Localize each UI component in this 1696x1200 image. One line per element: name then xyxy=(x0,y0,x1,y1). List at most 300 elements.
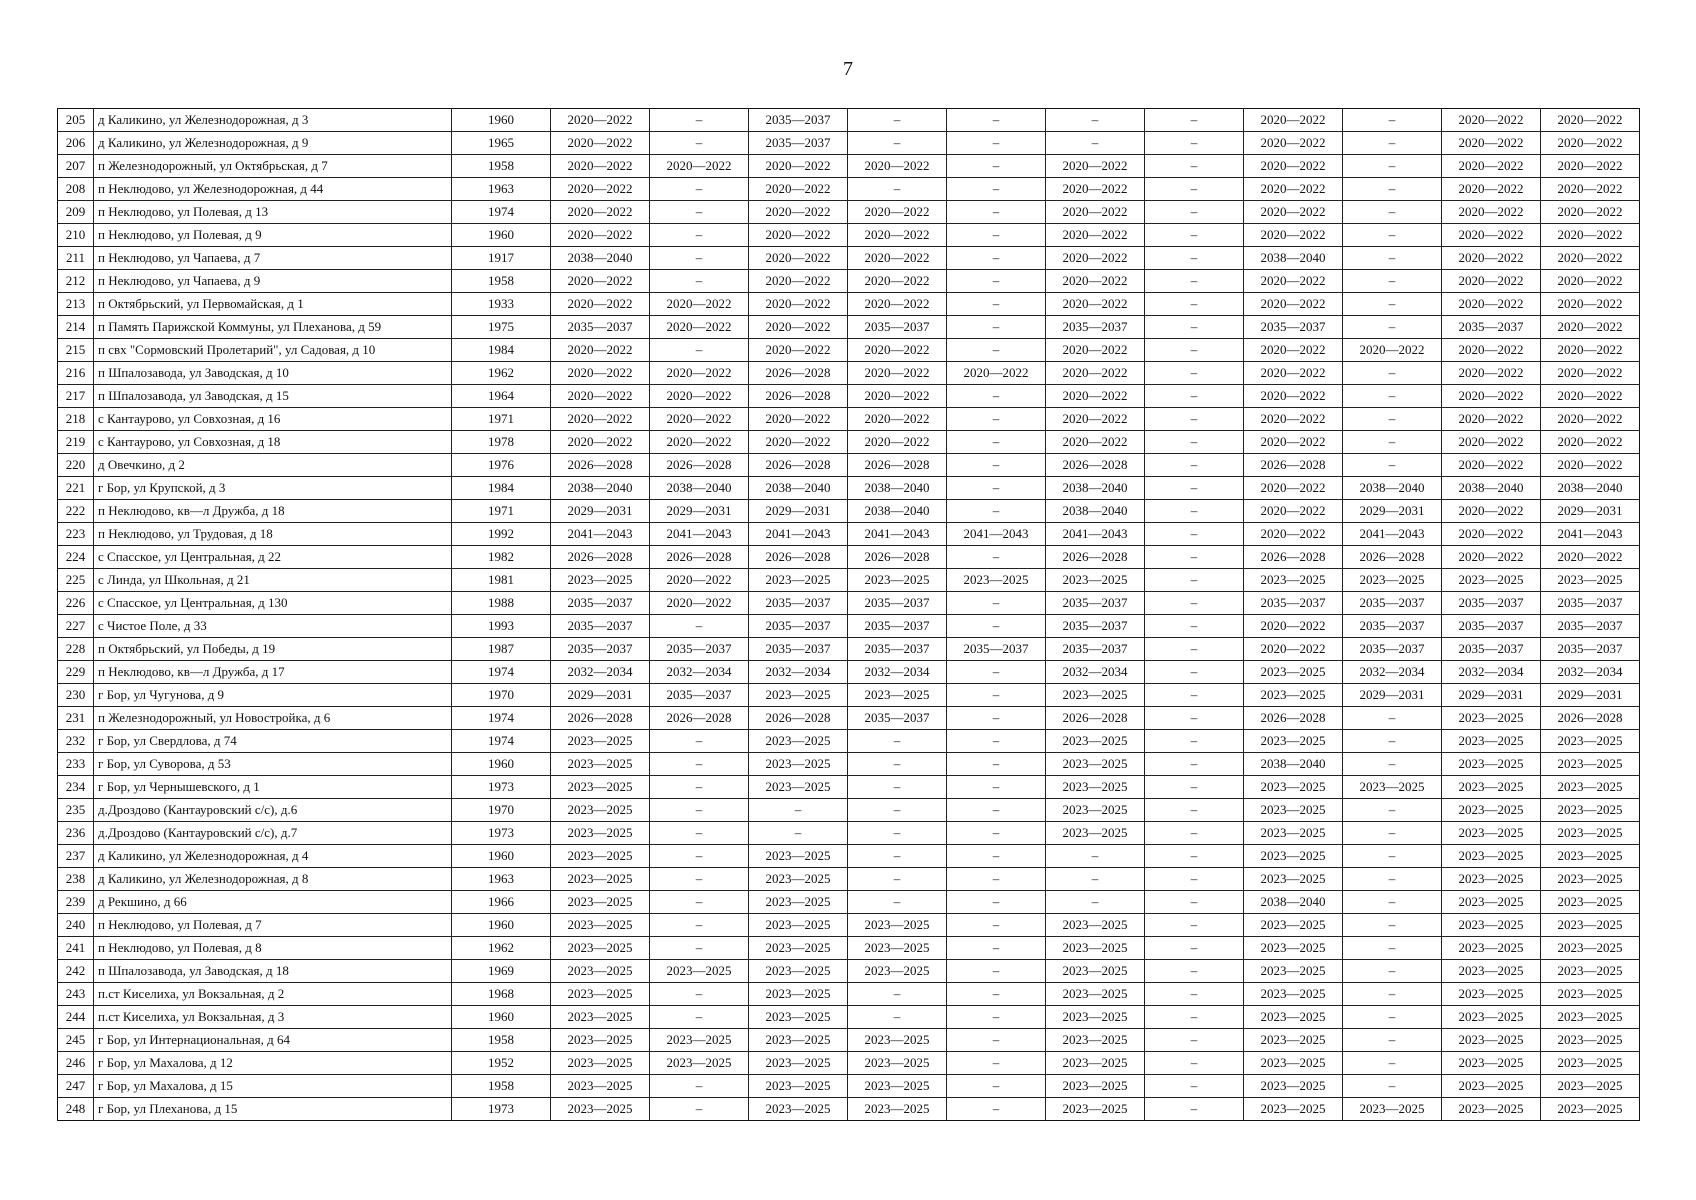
repair-period-cell: 2023—2025 xyxy=(551,776,650,799)
repair-period-cell: 2023—2025 xyxy=(1046,799,1145,822)
repair-period-cell: 2026—2028 xyxy=(1244,707,1343,730)
table-row xyxy=(58,431,1640,454)
table-row xyxy=(58,868,1640,891)
repair-period-cell: 2020—2022 xyxy=(749,293,848,316)
repair-period-cell: 2035—2037 xyxy=(848,615,947,638)
repair-period-cell: 2020—2022 xyxy=(1046,362,1145,385)
address-cell: г Бор, ул Махалова, д 15 xyxy=(94,1075,452,1098)
repair-period-cell: – xyxy=(1145,523,1244,546)
repair-period-cell: 2020—2022 xyxy=(1541,454,1640,477)
year-built-cell: 1952 xyxy=(452,1052,551,1075)
repair-period-cell: 2026—2028 xyxy=(650,454,749,477)
repair-period-cell: 2020—2022 xyxy=(749,408,848,431)
repair-period-cell: 2035—2037 xyxy=(1541,592,1640,615)
repair-period-cell: 2020—2022 xyxy=(1046,270,1145,293)
repair-period-cell: 2020—2022 xyxy=(551,201,650,224)
repair-period-cell: 2023—2025 xyxy=(848,1052,947,1075)
address-cell: п Неклюдово, ул Чапаева, д 7 xyxy=(94,247,452,270)
address-cell: с Кантаурово, ул Совхозная, д 16 xyxy=(94,408,452,431)
repair-period-cell: – xyxy=(947,914,1046,937)
repair-period-cell: 2023—2025 xyxy=(749,569,848,592)
repair-period-cell: 2035—2037 xyxy=(1046,638,1145,661)
repair-period-cell: 2026—2028 xyxy=(848,454,947,477)
repair-period-cell: 2020—2022 xyxy=(650,316,749,339)
table-row xyxy=(58,1006,1640,1029)
table-row xyxy=(58,408,1640,431)
repair-period-cell: – xyxy=(1343,316,1442,339)
repair-period-cell: 2035—2037 xyxy=(749,109,848,132)
year-built-cell: 1966 xyxy=(452,891,551,914)
repair-period-cell: 2020—2022 xyxy=(1046,431,1145,454)
repair-period-cell: 2020—2022 xyxy=(551,293,650,316)
repair-period-cell: – xyxy=(1145,914,1244,937)
repair-period-cell: 2023—2025 xyxy=(551,1052,650,1075)
repair-period-cell: 2020—2022 xyxy=(1442,546,1541,569)
repair-period-cell: 2026—2028 xyxy=(749,454,848,477)
table-row xyxy=(58,339,1640,362)
repair-period-cell: – xyxy=(749,799,848,822)
address-cell: д Каликино, ул Железнодорожная, д 3 xyxy=(94,109,452,132)
repair-period-cell: – xyxy=(1343,201,1442,224)
repair-period-cell: 2035—2037 xyxy=(848,316,947,339)
repair-period-cell: 2023—2025 xyxy=(1244,684,1343,707)
row-number-cell: 211 xyxy=(58,247,94,270)
repair-period-cell: 2023—2025 xyxy=(1046,569,1145,592)
repair-period-cell: 2023—2025 xyxy=(551,891,650,914)
year-built-cell: 1973 xyxy=(452,776,551,799)
repair-period-cell: – xyxy=(947,1006,1046,1029)
repair-period-cell: 2035—2037 xyxy=(1046,592,1145,615)
table-row xyxy=(58,155,1640,178)
repair-period-cell: – xyxy=(1046,845,1145,868)
row-number-cell: 229 xyxy=(58,661,94,684)
repair-period-cell: 2023—2025 xyxy=(1343,1098,1442,1121)
repair-period-cell: – xyxy=(650,178,749,201)
repair-period-cell: 2038—2040 xyxy=(1244,753,1343,776)
repair-period-cell: 2020—2022 xyxy=(1343,339,1442,362)
repair-period-cell: – xyxy=(1145,247,1244,270)
repair-period-cell: – xyxy=(650,224,749,247)
repair-period-cell: – xyxy=(1145,822,1244,845)
table-row xyxy=(58,891,1640,914)
repair-period-cell: – xyxy=(1046,891,1145,914)
address-cell: п Шпалозавода, ул Заводская, д 18 xyxy=(94,960,452,983)
repair-period-cell: 2035—2037 xyxy=(650,638,749,661)
address-cell: г Бор, ул Интернациональная, д 64 xyxy=(94,1029,452,1052)
year-built-cell: 1974 xyxy=(452,201,551,224)
year-built-cell: 1970 xyxy=(452,799,551,822)
address-cell: д Овечкино, д 2 xyxy=(94,454,452,477)
repair-period-cell: – xyxy=(650,1098,749,1121)
repair-period-cell: – xyxy=(947,753,1046,776)
year-built-cell: 1984 xyxy=(452,477,551,500)
repair-period-cell: 2032—2034 xyxy=(1343,661,1442,684)
repair-period-cell: 2035—2037 xyxy=(1541,638,1640,661)
repair-period-cell: 2026—2028 xyxy=(1046,707,1145,730)
repair-period-cell: 2020—2022 xyxy=(1442,408,1541,431)
address-cell: п Железнодорожный, ул Октябрьская, д 7 xyxy=(94,155,452,178)
repair-period-cell: 2035—2037 xyxy=(1442,592,1541,615)
repair-period-cell: 2026—2028 xyxy=(749,707,848,730)
repair-period-cell: 2020—2022 xyxy=(1046,155,1145,178)
repair-period-cell: – xyxy=(650,270,749,293)
repair-period-cell: 2020—2022 xyxy=(1244,178,1343,201)
address-cell: д.Дроздово (Кантауровский с/с), д.7 xyxy=(94,822,452,845)
repair-period-cell: 2023—2025 xyxy=(848,914,947,937)
repair-period-cell: 2023—2025 xyxy=(1442,730,1541,753)
repair-period-cell: – xyxy=(1145,960,1244,983)
repair-period-cell: 2026—2028 xyxy=(551,454,650,477)
repair-period-cell: 2023—2025 xyxy=(848,1075,947,1098)
table-row xyxy=(58,661,1640,684)
row-number-cell: 245 xyxy=(58,1029,94,1052)
repair-period-cell: – xyxy=(1145,845,1244,868)
repair-period-cell: 2023—2025 xyxy=(1541,937,1640,960)
repair-period-cell: – xyxy=(1343,132,1442,155)
year-built-cell: 1976 xyxy=(452,454,551,477)
repair-period-cell: – xyxy=(1145,799,1244,822)
repair-period-cell: – xyxy=(1145,753,1244,776)
repair-period-cell: – xyxy=(848,776,947,799)
repair-period-cell: 2023—2025 xyxy=(749,776,848,799)
table-row xyxy=(58,178,1640,201)
repair-period-cell: – xyxy=(1145,1098,1244,1121)
repair-period-cell: 2020—2022 xyxy=(848,362,947,385)
repair-period-cell: 2023—2025 xyxy=(1244,799,1343,822)
year-built-cell: 1973 xyxy=(452,822,551,845)
table-row xyxy=(58,362,1640,385)
repair-period-cell: – xyxy=(848,799,947,822)
repair-period-cell: – xyxy=(848,132,947,155)
repair-period-cell: 2023—2025 xyxy=(1244,730,1343,753)
table-body xyxy=(58,109,1640,1121)
repair-period-cell: 2023—2025 xyxy=(1244,845,1343,868)
year-built-cell: 1981 xyxy=(452,569,551,592)
repair-period-cell: 2023—2025 xyxy=(551,822,650,845)
repair-period-cell: 2038—2040 xyxy=(848,477,947,500)
row-number-cell: 223 xyxy=(58,523,94,546)
repair-period-cell: – xyxy=(1145,500,1244,523)
repair-period-cell: – xyxy=(947,201,1046,224)
repair-period-cell: 2020—2022 xyxy=(1442,454,1541,477)
repair-period-cell: 2023—2025 xyxy=(650,1052,749,1075)
address-cell: п Шпалозавода, ул Заводская, д 15 xyxy=(94,385,452,408)
address-cell: п Неклюдово, ул Железнодорожная, д 44 xyxy=(94,178,452,201)
repair-period-cell: 2038—2040 xyxy=(551,247,650,270)
row-number-cell: 230 xyxy=(58,684,94,707)
repair-period-cell: 2020—2022 xyxy=(551,385,650,408)
repair-period-cell: 2023—2025 xyxy=(848,937,947,960)
repair-period-cell: 2038—2040 xyxy=(1244,891,1343,914)
table-row xyxy=(58,201,1640,224)
repair-period-cell: 2032—2034 xyxy=(848,661,947,684)
repair-period-cell: 2020—2022 xyxy=(1541,431,1640,454)
repair-period-cell: 2020—2022 xyxy=(1541,270,1640,293)
repair-period-cell: 2020—2022 xyxy=(551,109,650,132)
year-built-cell: 1960 xyxy=(452,914,551,937)
row-number-cell: 242 xyxy=(58,960,94,983)
repair-period-cell: 2020—2022 xyxy=(551,408,650,431)
repair-period-cell: 2020—2022 xyxy=(1541,408,1640,431)
repair-period-cell: 2020—2022 xyxy=(551,339,650,362)
page-number: 7 xyxy=(843,58,853,80)
repair-period-cell: 2020—2022 xyxy=(1442,132,1541,155)
repair-period-cell: 2023—2025 xyxy=(1442,753,1541,776)
repair-period-cell: – xyxy=(947,454,1046,477)
repair-period-cell: 2029—2031 xyxy=(1541,684,1640,707)
repair-period-cell: 2023—2025 xyxy=(749,1029,848,1052)
table-row xyxy=(58,1052,1640,1075)
repair-period-cell: – xyxy=(1145,776,1244,799)
repair-period-cell: 2023—2025 xyxy=(749,937,848,960)
table-row xyxy=(58,960,1640,983)
repair-period-cell: 2023—2025 xyxy=(1442,960,1541,983)
repair-period-cell: 2023—2025 xyxy=(749,1006,848,1029)
repair-period-cell: 2041—2043 xyxy=(848,523,947,546)
repair-period-cell: – xyxy=(1145,730,1244,753)
address-cell: д Каликино, ул Железнодорожная, д 8 xyxy=(94,868,452,891)
repair-period-cell: – xyxy=(1145,1006,1244,1029)
year-built-cell: 1960 xyxy=(452,753,551,776)
repair-period-cell: 2020—2022 xyxy=(1244,638,1343,661)
repair-period-cell: – xyxy=(1145,477,1244,500)
repair-period-cell: 2035—2037 xyxy=(947,638,1046,661)
table-row xyxy=(58,1029,1640,1052)
table-row xyxy=(58,914,1640,937)
repair-period-cell: – xyxy=(947,730,1046,753)
repair-period-cell: 2023—2025 xyxy=(1541,983,1640,1006)
repair-period-cell: 2035—2037 xyxy=(650,684,749,707)
address-cell: п Неклюдово, ул Полевая, д 7 xyxy=(94,914,452,937)
table-row xyxy=(58,1098,1640,1121)
repair-period-cell: 2020—2022 xyxy=(1541,362,1640,385)
year-built-cell: 1975 xyxy=(452,316,551,339)
repair-period-cell: – xyxy=(1145,270,1244,293)
table-row xyxy=(58,270,1640,293)
repair-period-cell: – xyxy=(650,339,749,362)
repair-period-cell: 2035—2037 xyxy=(749,592,848,615)
repair-period-cell: – xyxy=(1145,339,1244,362)
row-number-cell: 220 xyxy=(58,454,94,477)
repair-period-cell: 2023—2025 xyxy=(551,914,650,937)
repair-period-cell: 2023—2025 xyxy=(1442,845,1541,868)
repair-period-cell: 2023—2025 xyxy=(1244,1098,1343,1121)
repair-period-cell: 2020—2022 xyxy=(749,178,848,201)
repair-period-cell: – xyxy=(947,132,1046,155)
address-cell: п свх "Сормовский Пролетарий", ул Садовая, д 10 xyxy=(94,339,452,362)
repair-period-cell: 2020—2022 xyxy=(1244,362,1343,385)
year-built-cell: 1971 xyxy=(452,408,551,431)
repair-period-cell: 2023—2025 xyxy=(551,960,650,983)
repair-period-cell: 2023—2025 xyxy=(1442,937,1541,960)
repair-period-cell: 2020—2022 xyxy=(1541,293,1640,316)
repair-period-cell: – xyxy=(1343,845,1442,868)
repair-period-cell: 2026—2028 xyxy=(551,707,650,730)
repair-period-cell: 2026—2028 xyxy=(1046,546,1145,569)
repair-period-cell: 2020—2022 xyxy=(1244,431,1343,454)
repair-period-cell: 2035—2037 xyxy=(551,592,650,615)
repair-period-cell: 2029—2031 xyxy=(551,500,650,523)
repair-period-cell: – xyxy=(1343,431,1442,454)
table-row xyxy=(58,247,1640,270)
repair-period-cell: 2023—2025 xyxy=(1442,1075,1541,1098)
repair-period-cell: 2029—2031 xyxy=(749,500,848,523)
repair-period-cell: – xyxy=(650,776,749,799)
repair-period-cell: 2020—2022 xyxy=(650,155,749,178)
repair-period-cell: 2020—2022 xyxy=(1244,224,1343,247)
table-row xyxy=(58,730,1640,753)
repair-period-cell: – xyxy=(1343,293,1442,316)
year-built-cell: 1960 xyxy=(452,845,551,868)
repair-period-cell: 2020—2022 xyxy=(1541,132,1640,155)
repair-period-cell: – xyxy=(947,431,1046,454)
repair-period-cell: 2023—2025 xyxy=(1442,1052,1541,1075)
year-built-cell: 1988 xyxy=(452,592,551,615)
repair-period-cell: 2020—2022 xyxy=(551,362,650,385)
repair-period-cell: – xyxy=(1343,385,1442,408)
repair-period-cell: 2020—2022 xyxy=(1442,247,1541,270)
year-built-cell: 1960 xyxy=(452,109,551,132)
repair-period-cell: – xyxy=(848,178,947,201)
row-number-cell: 209 xyxy=(58,201,94,224)
repair-period-cell: 2023—2025 xyxy=(551,937,650,960)
address-cell: г Бор, ул Суворова, д 53 xyxy=(94,753,452,776)
repair-period-cell: – xyxy=(1343,109,1442,132)
repair-period-cell: – xyxy=(848,983,947,1006)
repair-period-cell: – xyxy=(1145,201,1244,224)
year-built-cell: 1958 xyxy=(452,1075,551,1098)
row-number-cell: 231 xyxy=(58,707,94,730)
year-built-cell: 1960 xyxy=(452,1006,551,1029)
year-built-cell: 1958 xyxy=(452,155,551,178)
repair-period-cell: 2020—2022 xyxy=(1442,270,1541,293)
year-built-cell: 1960 xyxy=(452,224,551,247)
repair-period-cell: 2020—2022 xyxy=(848,293,947,316)
repair-period-cell: 2035—2037 xyxy=(551,316,650,339)
address-cell: д.Дроздово (Кантауровский с/с), д.6 xyxy=(94,799,452,822)
repair-period-cell: – xyxy=(1145,1052,1244,1075)
repair-period-cell: 2020—2022 xyxy=(1541,546,1640,569)
repair-period-cell: – xyxy=(848,730,947,753)
repair-period-cell: 2023—2025 xyxy=(1244,776,1343,799)
repair-period-cell: 2038—2040 xyxy=(749,477,848,500)
repair-period-cell: – xyxy=(848,1006,947,1029)
repair-period-cell: 2023—2025 xyxy=(1046,1098,1145,1121)
address-cell: г Бор, ул Свердлова, д 74 xyxy=(94,730,452,753)
address-cell: с Кантаурово, ул Совхозная, д 18 xyxy=(94,431,452,454)
address-cell: п Неклюдово, ул Полевая, д 9 xyxy=(94,224,452,247)
repair-period-cell: 2020—2022 xyxy=(1046,293,1145,316)
repair-period-cell: – xyxy=(1145,546,1244,569)
repair-period-cell: 2035—2037 xyxy=(1244,316,1343,339)
repair-period-cell: 2020—2022 xyxy=(947,362,1046,385)
repair-period-cell: – xyxy=(947,270,1046,293)
address-cell: п.ст Киселиха, ул Вокзальная, д 3 xyxy=(94,1006,452,1029)
repair-period-cell: 2023—2025 xyxy=(1244,937,1343,960)
table-row xyxy=(58,753,1640,776)
repair-period-cell: – xyxy=(947,707,1046,730)
repair-period-cell: 2023—2025 xyxy=(1244,868,1343,891)
table-row xyxy=(58,224,1640,247)
year-built-cell: 1963 xyxy=(452,178,551,201)
repair-period-cell: – xyxy=(848,109,947,132)
row-number-cell: 239 xyxy=(58,891,94,914)
repair-period-cell: 2035—2037 xyxy=(749,132,848,155)
repair-period-cell: 2035—2037 xyxy=(749,615,848,638)
repair-period-cell: 2032—2034 xyxy=(1046,661,1145,684)
repair-period-cell: 2023—2025 xyxy=(1046,1052,1145,1075)
repair-period-cell: – xyxy=(947,592,1046,615)
repair-period-cell: 2020—2022 xyxy=(551,270,650,293)
table-row xyxy=(58,109,1640,132)
repair-period-cell: – xyxy=(1343,730,1442,753)
repair-period-cell: 2026—2028 xyxy=(650,707,749,730)
repair-period-cell: 2026—2028 xyxy=(551,546,650,569)
repair-period-cell: – xyxy=(1145,868,1244,891)
repair-period-cell: 2020—2022 xyxy=(1442,523,1541,546)
address-cell: п Неклюдово, ул Полевая, д 8 xyxy=(94,937,452,960)
repair-period-cell: 2038—2040 xyxy=(1244,247,1343,270)
repair-period-cell: 2023—2025 xyxy=(551,1029,650,1052)
repair-period-cell: – xyxy=(947,385,1046,408)
repair-period-cell: 2023—2025 xyxy=(749,914,848,937)
repair-period-cell: 2038—2040 xyxy=(1343,477,1442,500)
repair-period-cell: – xyxy=(1145,178,1244,201)
row-number-cell: 241 xyxy=(58,937,94,960)
repair-period-cell: 2032—2034 xyxy=(1541,661,1640,684)
table-row xyxy=(58,477,1640,500)
table-row xyxy=(58,523,1640,546)
repair-period-cell: 2023—2025 xyxy=(650,1029,749,1052)
repair-period-cell: – xyxy=(650,132,749,155)
repair-period-cell: 2041—2043 xyxy=(749,523,848,546)
repair-period-cell: 2020—2022 xyxy=(1046,224,1145,247)
repair-period-cell: 2020—2022 xyxy=(1244,201,1343,224)
repair-period-cell: – xyxy=(1145,615,1244,638)
repair-period-cell: 2023—2025 xyxy=(749,1052,848,1075)
repair-period-cell: – xyxy=(947,339,1046,362)
repair-period-cell: 2023—2025 xyxy=(1442,569,1541,592)
repair-period-cell: – xyxy=(1145,224,1244,247)
repair-period-cell: 2038—2040 xyxy=(1046,500,1145,523)
repair-period-cell: – xyxy=(947,661,1046,684)
repair-period-cell: – xyxy=(1046,868,1145,891)
repair-period-cell: 2020—2022 xyxy=(1244,155,1343,178)
repair-period-cell: 2020—2022 xyxy=(848,408,947,431)
address-cell: д Рекшино, д 66 xyxy=(94,891,452,914)
address-cell: д Каликино, ул Железнодорожная, д 4 xyxy=(94,845,452,868)
repair-period-cell: 2023—2025 xyxy=(1442,914,1541,937)
repair-period-cell: 2020—2022 xyxy=(1541,247,1640,270)
repair-period-cell: – xyxy=(1343,914,1442,937)
repair-period-cell: 2035—2037 xyxy=(848,592,947,615)
row-number-cell: 246 xyxy=(58,1052,94,1075)
repair-period-cell: – xyxy=(947,178,1046,201)
repair-period-cell: 2023—2025 xyxy=(1442,891,1541,914)
repair-period-cell: – xyxy=(848,891,947,914)
repair-period-cell: 2020—2022 xyxy=(1442,500,1541,523)
repair-period-cell: – xyxy=(1343,1029,1442,1052)
repair-period-cell: 2029—2031 xyxy=(1541,500,1640,523)
repair-period-cell: 2023—2025 xyxy=(1442,1098,1541,1121)
repair-period-cell: 2020—2022 xyxy=(1541,109,1640,132)
repair-period-cell: – xyxy=(650,615,749,638)
repair-period-cell: 2020—2022 xyxy=(848,270,947,293)
repair-period-cell: 2020—2022 xyxy=(650,431,749,454)
repair-period-cell: 2023—2025 xyxy=(1541,569,1640,592)
repair-period-cell: 2020—2022 xyxy=(848,339,947,362)
table-row xyxy=(58,500,1640,523)
